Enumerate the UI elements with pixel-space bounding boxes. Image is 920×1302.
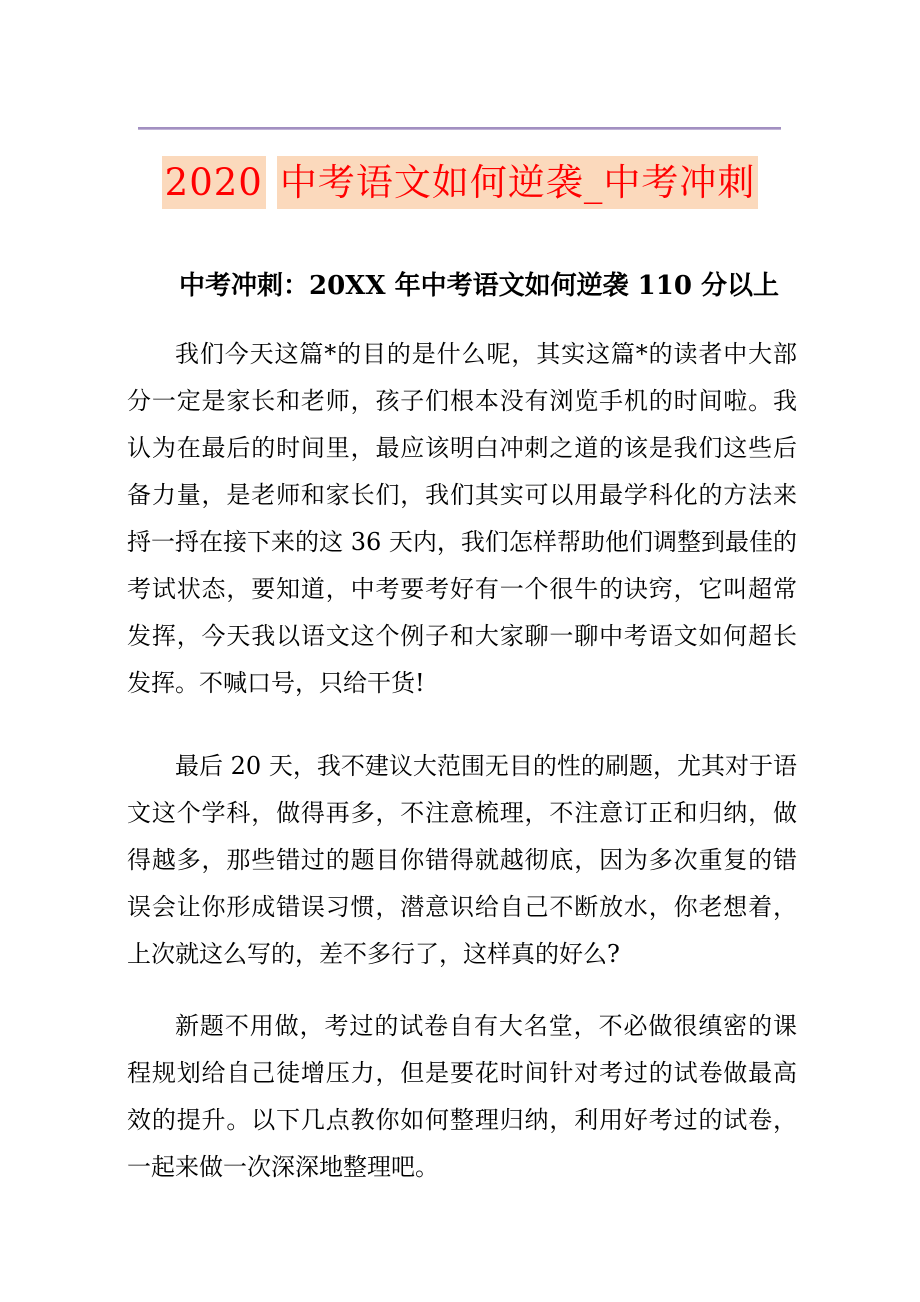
body-paragraph-3: 新题不用做，考过的试卷自有大名堂，不必做很缜密的课程规划给自己徒增压力，但是要花时间针对考过的试卷做最高效的提升。以下几点教你如何整理归纳，利用好考过的试卷，一起来做一次深深地整理吧。 [127,1012,797,1181]
horizontal-rule-divider [138,127,781,130]
body-paragraph-2: 最后 20 天，我不建议大范围无目的性的刷题，尤其对于语文这个学科，做得再多，不注意梳理，不注意订正和归纳，做得越多，那些错过的题目你错得就越彻底，因为多次重复的错误会让你形成错误习惯，潜意识给自己不断放水，你老想着，上次就这么写的，差不多行了，这样真的好么? [127,752,797,968]
body-paragraph-1: 我们今天这篇*的目的是什么呢，其实这篇*的读者中大部分一定是家长和老师，孩子们根本没有浏览手机的时间啦。我认为在最后的时间里，最应该明白冲刺之道的该是我们这些后备力量，是老师和家长们，我们其实可以用最学科化的方法来捋一捋在接下来的这 36 天内，我们怎样帮助他们调整到最佳的考试状态，要知道，中考要考好有一个很牛的诀窍，它叫超常发挥，今天我以语文这个例子和大家聊一聊中考语文如何超长发挥。不喊口号，只给干货! [127,340,797,697]
document-title [0,158,920,207]
document-subtitle: 中考冲刺：20XX 年中考语文如何逆袭 110 分以上 [179,271,779,301]
title-main-highlight: 中考语文如何逆袭_中考冲刺 [277,156,759,209]
title-year-highlight: 2020 [162,156,266,209]
